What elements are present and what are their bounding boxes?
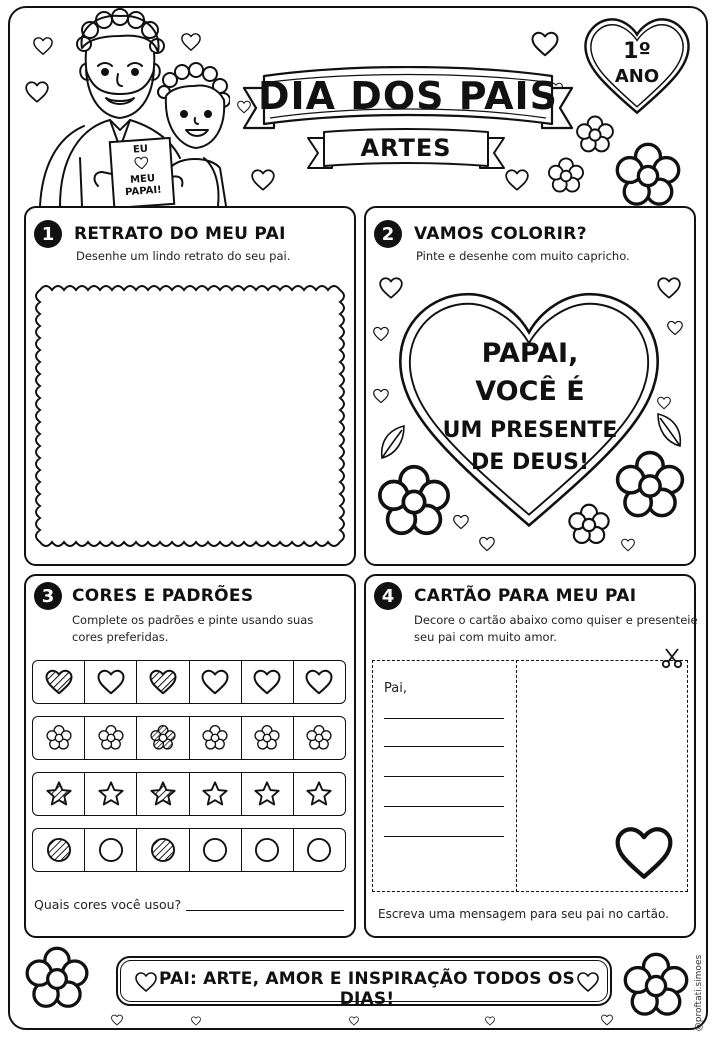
pattern-row-hearts [32,660,346,704]
scissors-icon [660,646,684,670]
banner-heart-icon [134,971,158,993]
pattern-cell[interactable] [242,773,294,815]
small-heart-icon [530,30,560,58]
held-card-line3: PAPAI! [124,184,163,199]
circle-icon [44,836,74,864]
flower-icon [252,724,282,752]
card-fold-line [516,660,517,892]
held-card-line1: EU [132,143,149,156]
small-heart-icon [24,80,50,104]
flower-icon [612,140,684,212]
section-3-title: CORES E PADRÕES [72,586,254,606]
flower-icon [566,502,612,548]
card-greeting: Pai, [384,681,407,696]
portrait-drawing-area[interactable] [30,280,350,552]
author-credit: @proftati.simoes [694,954,704,1032]
pattern-cell[interactable] [33,829,85,871]
small-heart-icon [600,1014,614,1026]
flower-icon [546,156,586,196]
flower-icon [44,724,74,752]
card-write-line[interactable] [384,776,504,777]
small-heart-icon [372,326,390,342]
star-icon [252,780,282,808]
pattern-cell[interactable] [190,773,242,815]
held-card [110,142,174,200]
page-subtitle: ARTES [360,134,452,162]
small-heart-icon [32,36,54,56]
footer-flower-left [18,944,104,1018]
small-heart-icon [504,168,530,192]
heart-icon [44,668,74,696]
section-4-title: CARTÃO PARA MEU PAI [414,586,637,606]
small-heart-icon [478,536,496,552]
heart-line-2: VOCÊ É [475,376,585,407]
pattern-cell[interactable] [190,661,242,703]
pattern-cell[interactable] [33,773,85,815]
pattern-cell[interactable] [85,717,137,759]
footer-flower-right [620,950,692,1022]
flower-icon [612,448,688,524]
section-3-number: 3 [34,582,62,610]
section-4-footer: Escreva uma mensagem para seu pai no cartão. [378,907,669,921]
pattern-cell[interactable] [137,717,189,759]
circle-icon [200,836,230,864]
small-heart-icon [348,1016,360,1026]
circle-icon [148,836,178,864]
small-heart-icon [250,168,276,192]
heart-line-3: UM PRESENTE [442,418,618,443]
grade-number: 1º [623,39,651,64]
star-icon [148,780,178,808]
pattern-cell[interactable] [137,661,189,703]
pattern-cell[interactable] [85,773,137,815]
flower-icon [96,724,126,752]
section-3-description-2: cores preferidas. [72,630,169,644]
circle-icon [304,836,334,864]
page-title: DIA DOS PAIS [257,74,559,118]
pattern-row-stars [32,772,346,816]
pattern-cell[interactable] [85,661,137,703]
small-heart-icon [484,1016,496,1026]
card-write-line[interactable] [384,836,504,837]
small-heart-icon [656,396,672,410]
star-icon [200,780,230,808]
held-card-heart-icon [133,155,150,170]
small-heart-icon [656,276,682,300]
grade-label: ANO [614,66,660,87]
section-4-number: 4 [374,582,402,610]
small-heart-icon [666,320,684,336]
flower-icon [304,724,334,752]
pattern-cell[interactable] [294,661,345,703]
leaf-icon [654,412,684,448]
heart-icon [96,668,126,696]
pattern-cell[interactable] [190,829,242,871]
pattern-cell[interactable] [242,717,294,759]
heart-icon [304,668,334,696]
circle-icon [252,836,282,864]
small-heart-icon [190,1016,202,1026]
pattern-cell[interactable] [294,773,345,815]
pattern-cell[interactable] [137,773,189,815]
pattern-cell[interactable] [294,717,345,759]
colors-answer-line[interactable] [186,910,344,911]
section-4-description-2: seu pai com muito amor. [414,630,557,644]
leaf-icon [378,424,408,460]
small-heart-icon [620,538,636,552]
heart-icon [252,668,282,696]
card-heart-icon [612,824,676,882]
section-1-title: RETRATO DO MEU PAI [74,224,286,244]
star-icon [44,780,74,808]
heart-icon [148,668,178,696]
colors-question: Quais cores você usou? [34,897,182,912]
card-write-line[interactable] [384,806,504,807]
section-2-number: 2 [374,220,402,248]
small-heart-icon [110,1014,124,1026]
flower-icon [574,114,616,156]
section-2-title: VAMOS COLORIR? [414,224,587,244]
heart-line-1: PAPAI, [481,338,579,369]
section-1-description: Desenhe um lindo retrato do seu pai. [76,249,291,263]
card-write-line[interactable] [384,718,504,719]
pattern-cell[interactable] [294,829,345,871]
small-heart-icon [372,388,390,404]
section-2-description: Pinte e desenhe com muito capricho. [416,249,630,263]
section-1-number: 1 [34,220,62,248]
pattern-row-circles [32,828,346,872]
heart-icon [200,668,230,696]
pattern-cell[interactable] [33,661,85,703]
banner-heart-icon [576,971,600,993]
banner-text: PAI: ARTE, AMOR E INSPIRAÇÃO TODOS OS DIAS! [159,969,575,1009]
heart-line-4: DE DEUS! [471,450,589,475]
star-icon [96,780,126,808]
flower-icon [200,724,230,752]
circle-icon [96,836,126,864]
pattern-cell[interactable] [33,717,85,759]
small-heart-icon [378,276,404,300]
pattern-row-flowers [32,716,346,760]
pattern-cell[interactable] [137,829,189,871]
small-heart-icon [180,32,202,52]
small-heart-icon [452,514,470,530]
pattern-cell[interactable] [242,661,294,703]
section-3-description-1: Complete os padrões e pinte usando suas [72,613,314,627]
flower-icon [148,724,178,752]
pattern-cell[interactable] [190,717,242,759]
held-card-line2: MEU [129,173,156,186]
pattern-cell[interactable] [242,829,294,871]
flower-icon [374,462,454,542]
section-4-description-1: Decore o cartão abaixo como quiser e presenteie [414,613,698,627]
card-write-line[interactable] [384,746,504,747]
pattern-cell[interactable] [85,829,137,871]
star-icon [304,780,334,808]
